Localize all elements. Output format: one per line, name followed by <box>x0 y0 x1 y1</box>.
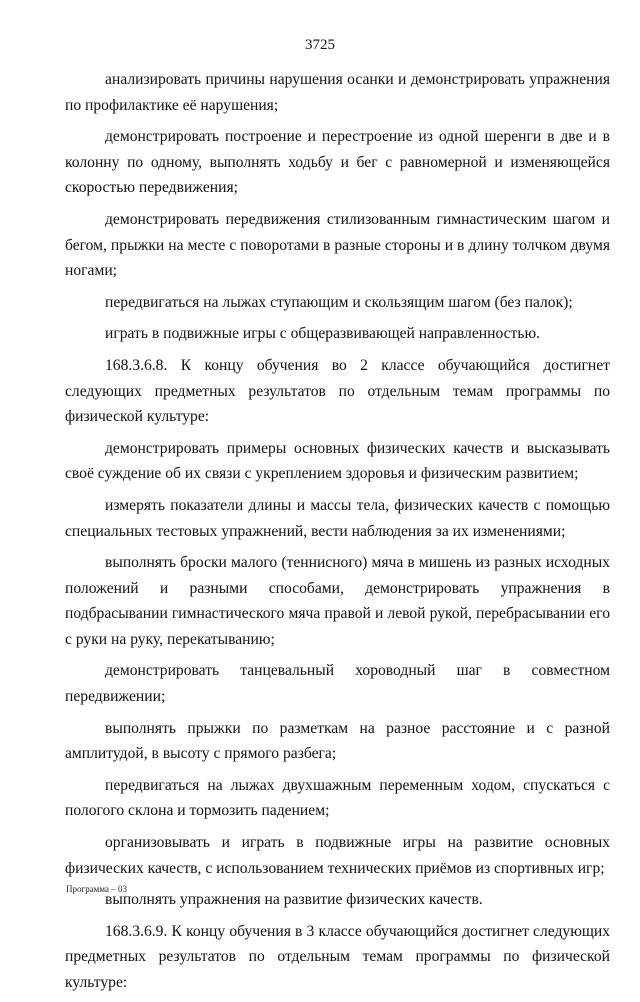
paragraph: передвигаться на лыжах ступающим и скользящим шагом (без палок); <box>105 293 573 311</box>
paragraph: выполнять упражнения на развитие физических качеств. <box>105 891 483 909</box>
section-paragraph: 168.3.6.8. К концу обучения во 2 классе обучающийся достигнет следующих предметных результатов по отдельным темам программы по физической культуре: <box>65 356 610 426</box>
paragraph: передвигаться на лыжах двухшажным переменным ходом, спускаться с пологого склона и тормозить падением; <box>65 776 610 820</box>
footer-label: Программа – 03 <box>66 884 128 894</box>
paragraph: измерять показатели длины и массы тела, физических качеств с помощью специальных тестовых упражнений, вести наблюдения за их изменениями; <box>65 496 610 540</box>
document-body <box>65 67 610 1002</box>
paragraph: демонстрировать передвижения стилизованным гимнастическим шагом и бегом, прыжки на месте с поворотами в разные стороны и в длину толчком двумя ногами; <box>65 210 610 280</box>
paragraph: анализировать причины нарушения осанки и демонстрировать упражнения по профилактике её нарушения; <box>65 71 610 114</box>
paragraph: организовывать и играть в подвижные игры на развитие основных физических качеств, с использованием технических приёмов из спортивных игр; <box>65 834 610 877</box>
paragraph: выполнять прыжки по разметкам на разное расстояние и с разной амплитудой, в высоту с прямого разбега; <box>65 719 610 763</box>
paragraph: демонстрировать танцевальный хороводный шаг в совместном передвижении; <box>65 662 610 706</box>
paragraph: выполнять броски малого (теннисного) мяча в мишень из разных исходных положений и разными способами, демонстрировать упражнения в подбрасывании гимнастического мяча правой и левой рукой, перебрасывании его с руки на руку, перекатыванию; <box>65 554 610 648</box>
paragraph: демонстрировать построение и перестроение из одной шеренги в две и в колонну по одному, выполнять ходьбу и бег с равномерной и изменяющейся скоростью передвижения; <box>65 128 610 197</box>
section-paragraph: 168.3.6.9. К концу обучения в 3 классе обучающийся достигнет следующих предметных результатов по отдельным темам программы по физической культуре: <box>65 922 610 991</box>
paragraph: играть в подвижные игры с общеразвивающей направленностью. <box>105 325 541 343</box>
page-number: 3725 <box>305 37 335 53</box>
paragraph: демонстрировать примеры основных физических качеств и высказывать своё суждение об их связи с укреплением здоровья и физическим развитием; <box>65 439 610 483</box>
